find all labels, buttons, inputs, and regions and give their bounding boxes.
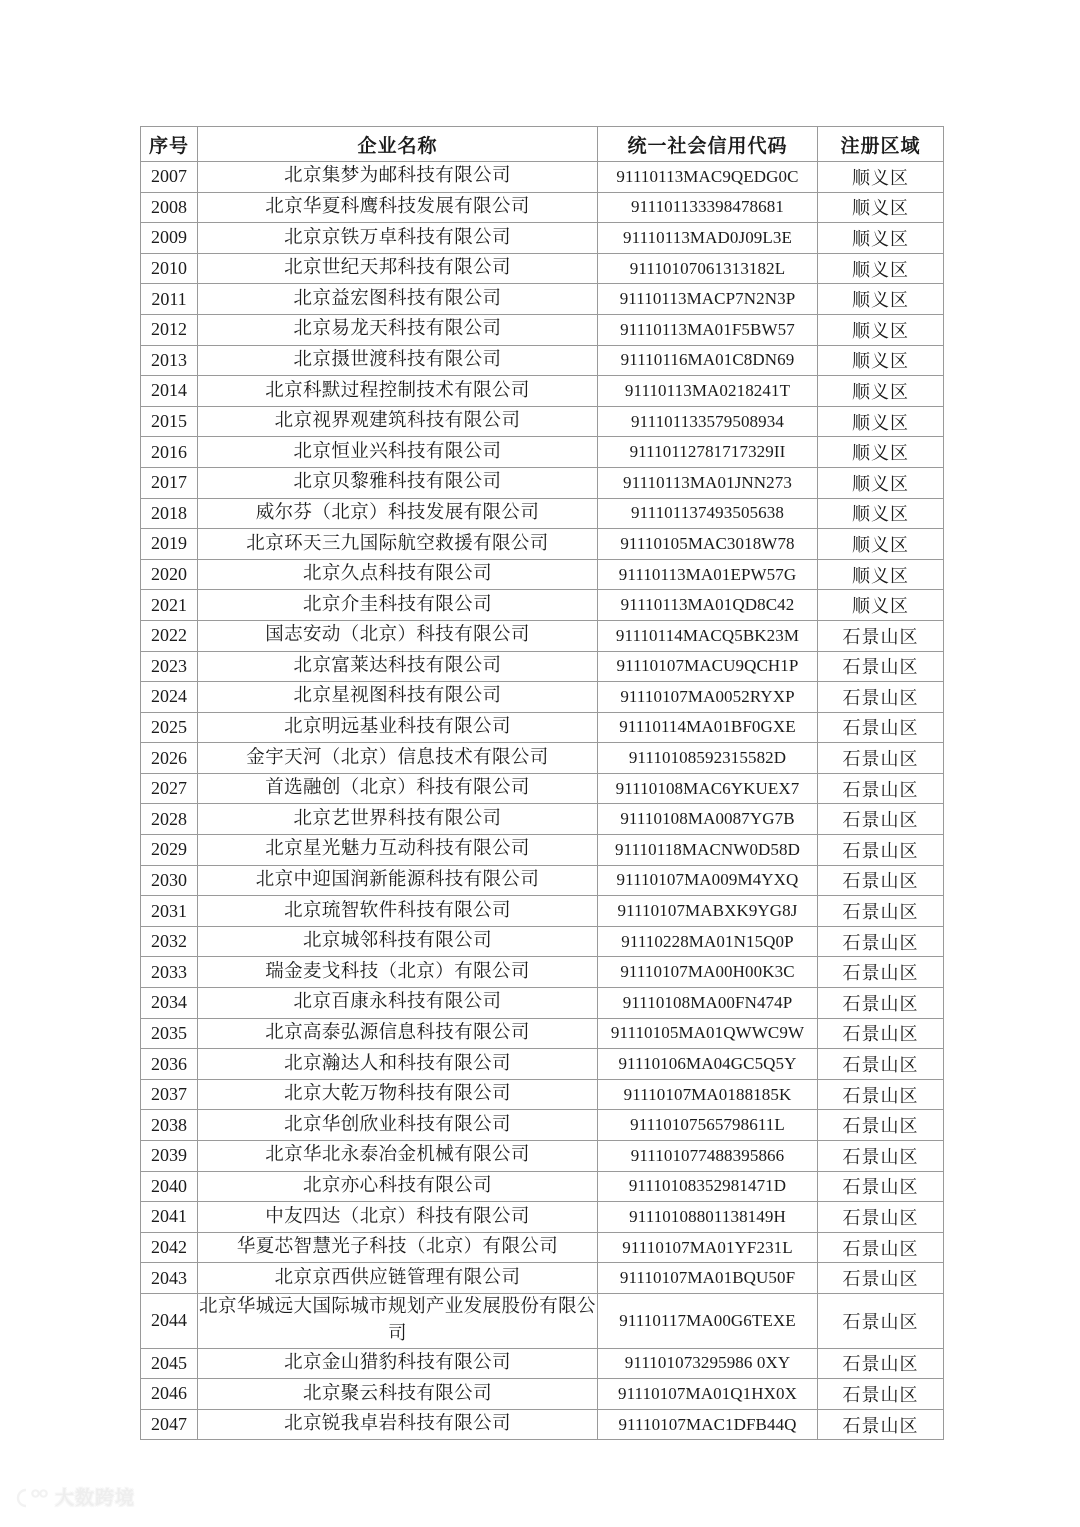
table-header-row [141, 127, 944, 162]
cell-credit-code: 91110112781717329II [598, 437, 818, 468]
table-row [141, 1293, 944, 1348]
cell-sequence: 2019 [141, 529, 198, 560]
cell-enterprise-name: 北京易龙天科技有限公司 [198, 314, 598, 345]
cell-enterprise-name: 北京金山猎豹科技有限公司 [198, 1348, 598, 1379]
cell-credit-code: 911101077488395866 [598, 1141, 818, 1172]
table-row [141, 559, 944, 590]
cell-enterprise-name: 北京明远基业科技有限公司 [198, 712, 598, 743]
cell-enterprise-name: 北京环天三九国际航空救援有限公司 [198, 529, 598, 560]
table-row [141, 1409, 944, 1440]
table-row [141, 314, 944, 345]
cell-credit-code: 91110107MABXK9YG8J [598, 896, 818, 927]
cell-credit-code: 91110113MACP7N2N3P [598, 284, 818, 315]
cell-district: 石景山区 [818, 1049, 944, 1080]
cell-enterprise-name: 北京贝黎雅科技有限公司 [198, 467, 598, 498]
table-row [141, 804, 944, 835]
cell-district: 石景山区 [818, 651, 944, 682]
table-row [141, 1171, 944, 1202]
column-header-district: 注册区域 [818, 127, 944, 162]
cell-sequence: 2026 [141, 743, 198, 774]
cell-district: 顺义区 [818, 345, 944, 376]
cell-enterprise-name: 北京京西供应链管理有限公司 [198, 1263, 598, 1294]
table-row [141, 529, 944, 560]
table-row [141, 376, 944, 407]
cell-enterprise-name: 北京恒业兴科技有限公司 [198, 437, 598, 468]
cell-district: 石景山区 [818, 1293, 944, 1348]
cell-sequence: 2038 [141, 1110, 198, 1141]
cell-credit-code: 911101137493505638 [598, 498, 818, 529]
cell-district: 顺义区 [818, 529, 944, 560]
cell-credit-code: 91110107MACU9QCH1P [598, 651, 818, 682]
cell-credit-code: 911101073295986 0XY [598, 1348, 818, 1379]
cell-sequence: 2014 [141, 376, 198, 407]
table-row [141, 988, 944, 1019]
cell-enterprise-name: 华夏芯智慧光子科技（北京）有限公司 [198, 1232, 598, 1263]
cell-credit-code: 91110108MA0087YG7B [598, 804, 818, 835]
cell-sequence: 2012 [141, 314, 198, 345]
cell-enterprise-name: 国志安动（北京）科技有限公司 [198, 620, 598, 651]
column-header-credit-code: 统一社会信用代码 [598, 127, 818, 162]
cell-enterprise-name: 北京华夏科鹰科技发展有限公司 [198, 192, 598, 223]
cell-credit-code: 91110113MA01F5BW57 [598, 314, 818, 345]
cell-credit-code: 91110107MA0052RYXP [598, 682, 818, 713]
cell-enterprise-name: 北京科默过程控制技术有限公司 [198, 376, 598, 407]
cell-district: 石景山区 [818, 1232, 944, 1263]
cell-enterprise-name: 瑞金麦戈科技（北京）有限公司 [198, 957, 598, 988]
table-row [141, 162, 944, 193]
cell-credit-code: 91110118MACNW0D58D [598, 835, 818, 866]
cell-district: 石景山区 [818, 1079, 944, 1110]
cell-district: 顺义区 [818, 376, 944, 407]
cell-sequence: 2043 [141, 1263, 198, 1294]
cell-enterprise-name: 北京集梦为邮科技有限公司 [198, 162, 598, 193]
cell-sequence: 2032 [141, 926, 198, 957]
cell-credit-code: 91110114MA01BF0GXE [598, 712, 818, 743]
cell-sequence: 2030 [141, 865, 198, 896]
cell-district: 顺义区 [818, 162, 944, 193]
cell-credit-code: 91110107MA00H00K3C [598, 957, 818, 988]
cell-sequence: 2047 [141, 1409, 198, 1440]
watermark-logo-icon [14, 1487, 48, 1509]
cell-district: 顺义区 [818, 498, 944, 529]
cell-credit-code: 91110107MA0188185K [598, 1079, 818, 1110]
cell-sequence: 2039 [141, 1141, 198, 1172]
cell-sequence: 2031 [141, 896, 198, 927]
cell-sequence: 2034 [141, 988, 198, 1019]
cell-sequence: 2029 [141, 835, 198, 866]
cell-credit-code: 91110113MA01QD8C42 [598, 590, 818, 621]
cell-district: 石景山区 [818, 835, 944, 866]
cell-district: 顺义区 [818, 467, 944, 498]
column-header-enterprise-name: 企业名称 [198, 127, 598, 162]
table-row [141, 835, 944, 866]
cell-credit-code: 91110108MA00FN474P [598, 988, 818, 1019]
table-row [141, 498, 944, 529]
table-row [141, 743, 944, 774]
table-row [141, 865, 944, 896]
cell-district: 石景山区 [818, 865, 944, 896]
cell-district: 顺义区 [818, 437, 944, 468]
cell-credit-code: 911101133579508934 [598, 406, 818, 437]
cell-sequence: 2040 [141, 1171, 198, 1202]
watermark [14, 1487, 135, 1509]
cell-enterprise-name: 北京富莱达科技有限公司 [198, 651, 598, 682]
cell-district: 顺义区 [818, 253, 944, 284]
cell-credit-code: 91110108592315582D [598, 743, 818, 774]
cell-sequence: 2028 [141, 804, 198, 835]
cell-sequence: 2009 [141, 223, 198, 254]
watermark-text: 大数跨境 [55, 1487, 136, 1509]
cell-district: 石景山区 [818, 1141, 944, 1172]
cell-sequence: 2008 [141, 192, 198, 223]
table-row [141, 284, 944, 315]
table-row [141, 437, 944, 468]
cell-enterprise-name: 北京摄世渡科技有限公司 [198, 345, 598, 376]
table-row [141, 345, 944, 376]
cell-credit-code: 91110105MA01QWWC9W [598, 1018, 818, 1049]
cell-district: 石景山区 [818, 1110, 944, 1141]
table-row [141, 620, 944, 651]
cell-sequence: 2037 [141, 1079, 198, 1110]
cell-district: 石景山区 [818, 1202, 944, 1233]
cell-credit-code: 91110113MA0218241T [598, 376, 818, 407]
cell-credit-code: 91110107MA01Q1HX0X [598, 1379, 818, 1410]
cell-sequence: 2011 [141, 284, 198, 315]
cell-sequence: 2044 [141, 1293, 198, 1348]
cell-credit-code: 91110105MAC3018W78 [598, 529, 818, 560]
cell-enterprise-name: 首选融创（北京）科技有限公司 [198, 773, 598, 804]
table-row [141, 1202, 944, 1233]
cell-sequence: 2036 [141, 1049, 198, 1080]
cell-credit-code: 91110107MA009M4YXQ [598, 865, 818, 896]
cell-sequence: 2042 [141, 1232, 198, 1263]
cell-district: 石景山区 [818, 620, 944, 651]
cell-credit-code: 91110113MA01JNN273 [598, 467, 818, 498]
cell-district: 石景山区 [818, 988, 944, 1019]
cell-enterprise-name: 北京大乾万物科技有限公司 [198, 1079, 598, 1110]
cell-district: 石景山区 [818, 682, 944, 713]
cell-enterprise-name: 北京益宏图科技有限公司 [198, 284, 598, 315]
cell-district: 石景山区 [818, 1409, 944, 1440]
cell-sequence: 2017 [141, 467, 198, 498]
cell-credit-code: 91110108MAC6YKUEX7 [598, 773, 818, 804]
cell-enterprise-name: 北京亦心科技有限公司 [198, 1171, 598, 1202]
cell-enterprise-name: 北京百康永科技有限公司 [198, 988, 598, 1019]
cell-district: 石景山区 [818, 926, 944, 957]
table-row [141, 467, 944, 498]
cell-district: 顺义区 [818, 590, 944, 621]
cell-enterprise-name: 北京华城远大国际城市规划产业发展股份有限公司 [198, 1293, 598, 1348]
cell-district: 石景山区 [818, 1171, 944, 1202]
cell-enterprise-name: 北京华创欣业科技有限公司 [198, 1110, 598, 1141]
cell-enterprise-name: 北京华北永泰冶金机械有限公司 [198, 1141, 598, 1172]
table-body [141, 162, 944, 1440]
cell-credit-code: 91110113MA01EPW57G [598, 559, 818, 590]
cell-sequence: 2027 [141, 773, 198, 804]
cell-credit-code: 91110228MA01N15Q0P [598, 926, 818, 957]
cell-enterprise-name: 北京聚云科技有限公司 [198, 1379, 598, 1410]
table-row [141, 192, 944, 223]
cell-enterprise-name: 北京高泰弘源信息科技有限公司 [198, 1018, 598, 1049]
table-row [141, 253, 944, 284]
cell-district: 石景山区 [818, 1379, 944, 1410]
table-row [141, 712, 944, 743]
registry-table-container [140, 126, 943, 1440]
cell-district: 顺义区 [818, 284, 944, 315]
cell-district: 石景山区 [818, 773, 944, 804]
cell-sequence: 2020 [141, 559, 198, 590]
cell-sequence: 2016 [141, 437, 198, 468]
cell-credit-code: 91110107061313182L [598, 253, 818, 284]
cell-sequence: 2046 [141, 1379, 198, 1410]
cell-credit-code: 91110108352981471D [598, 1171, 818, 1202]
cell-sequence: 2013 [141, 345, 198, 376]
cell-credit-code: 91110108801138149H [598, 1202, 818, 1233]
cell-enterprise-name: 威尔芬（北京）科技发展有限公司 [198, 498, 598, 529]
table-row [141, 957, 944, 988]
cell-district: 顺义区 [818, 192, 944, 223]
enterprise-registry-table [140, 126, 944, 1440]
cell-credit-code: 91110117MA00G6TEXE [598, 1293, 818, 1348]
cell-enterprise-name: 北京瀚达人和科技有限公司 [198, 1049, 598, 1080]
cell-enterprise-name: 中友四达（北京）科技有限公司 [198, 1202, 598, 1233]
cell-credit-code: 91110116MA01C8DN69 [598, 345, 818, 376]
cell-district: 顺义区 [818, 559, 944, 590]
cell-sequence: 2023 [141, 651, 198, 682]
cell-sequence: 2021 [141, 590, 198, 621]
cell-enterprise-name: 北京星光魅力互动科技有限公司 [198, 835, 598, 866]
table-row [141, 682, 944, 713]
table-row [141, 1049, 944, 1080]
cell-enterprise-name: 北京京铁万卓科技有限公司 [198, 223, 598, 254]
cell-sequence: 2007 [141, 162, 198, 193]
cell-district: 顺义区 [818, 314, 944, 345]
cell-district: 石景山区 [818, 957, 944, 988]
table-row [141, 590, 944, 621]
cell-credit-code: 911101133398478681 [598, 192, 818, 223]
cell-district: 石景山区 [818, 743, 944, 774]
cell-sequence: 2035 [141, 1018, 198, 1049]
cell-enterprise-name: 北京介圭科技有限公司 [198, 590, 598, 621]
table-row [141, 1018, 944, 1049]
table-row [141, 406, 944, 437]
cell-district: 石景山区 [818, 712, 944, 743]
cell-sequence: 2022 [141, 620, 198, 651]
cell-enterprise-name: 北京视界观建筑科技有限公司 [198, 406, 598, 437]
table-row [141, 223, 944, 254]
cell-sequence: 2025 [141, 712, 198, 743]
cell-district: 顺义区 [818, 406, 944, 437]
cell-district: 石景山区 [818, 1263, 944, 1294]
cell-district: 石景山区 [818, 1018, 944, 1049]
cell-sequence: 2018 [141, 498, 198, 529]
cell-sequence: 2015 [141, 406, 198, 437]
table-row [141, 1348, 944, 1379]
cell-credit-code: 91110107MAC1DFB44Q [598, 1409, 818, 1440]
table-row [141, 1379, 944, 1410]
cell-enterprise-name: 北京城邻科技有限公司 [198, 926, 598, 957]
cell-sequence: 2024 [141, 682, 198, 713]
table-row [141, 1079, 944, 1110]
column-header-sequence: 序号 [141, 127, 198, 162]
cell-district: 石景山区 [818, 804, 944, 835]
table-row [141, 1263, 944, 1294]
cell-district: 石景山区 [818, 896, 944, 927]
table-row [141, 773, 944, 804]
cell-credit-code: 91110107MA01YF231L [598, 1232, 818, 1263]
cell-credit-code: 91110113MAC9QEDG0C [598, 162, 818, 193]
cell-enterprise-name: 金宇天河（北京）信息技术有限公司 [198, 743, 598, 774]
cell-enterprise-name: 北京星视图科技有限公司 [198, 682, 598, 713]
cell-enterprise-name: 北京久点科技有限公司 [198, 559, 598, 590]
table-row [141, 926, 944, 957]
cell-sequence: 2041 [141, 1202, 198, 1233]
table-row [141, 1110, 944, 1141]
cell-district: 顺义区 [818, 223, 944, 254]
cell-district: 石景山区 [818, 1348, 944, 1379]
cell-credit-code: 91110113MAD0J09L3E [598, 223, 818, 254]
cell-credit-code: 91110106MA04GC5Q5Y [598, 1049, 818, 1080]
table-row [141, 651, 944, 682]
cell-credit-code: 91110107MA01BQU50F [598, 1263, 818, 1294]
cell-sequence: 2045 [141, 1348, 198, 1379]
table-row [141, 1232, 944, 1263]
cell-enterprise-name: 北京琉智软件科技有限公司 [198, 896, 598, 927]
cell-enterprise-name: 北京世纪天邦科技有限公司 [198, 253, 598, 284]
cell-enterprise-name: 北京艺世界科技有限公司 [198, 804, 598, 835]
cell-sequence: 2033 [141, 957, 198, 988]
table-row [141, 896, 944, 927]
cell-credit-code: 91110107565798611L [598, 1110, 818, 1141]
cell-enterprise-name: 北京锐我卓岩科技有限公司 [198, 1409, 598, 1440]
cell-sequence: 2010 [141, 253, 198, 284]
cell-enterprise-name: 北京中迎国润新能源科技有限公司 [198, 865, 598, 896]
table-header [141, 127, 944, 162]
cell-credit-code: 91110114MACQ5BK23M [598, 620, 818, 651]
table-row [141, 1141, 944, 1172]
